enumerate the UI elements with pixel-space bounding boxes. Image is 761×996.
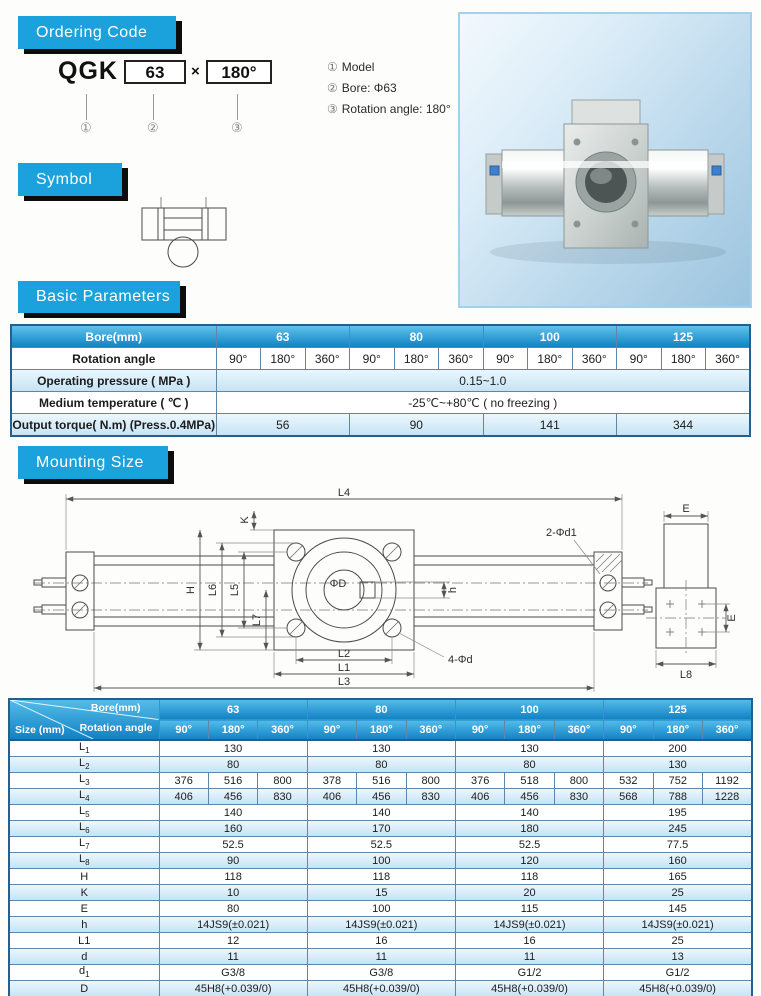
value-cell: 100	[307, 853, 455, 869]
value-cell: 518	[505, 773, 554, 789]
mounting-dimension-drawing	[8, 486, 753, 696]
bore-header-cell: 100	[483, 325, 617, 348]
value-cell: 80	[159, 901, 307, 917]
value-cell: 376	[159, 773, 208, 789]
value-cell: 532	[604, 773, 653, 789]
value-cell: 141	[483, 414, 617, 437]
row-label: $d_1$	[9, 965, 159, 981]
row-label: $L_3$	[9, 773, 159, 789]
value-cell: 14JS9(±0.021)	[604, 917, 752, 933]
dim-label-h: h	[447, 586, 459, 594]
value-cell: 406	[455, 789, 504, 805]
value-cell: 11	[455, 949, 603, 965]
value-cell: 77.5	[604, 837, 752, 853]
mounting-table-row	[9, 901, 752, 917]
row-label: $L_2$	[9, 757, 159, 773]
value-cell: 90°	[216, 348, 261, 370]
basic-parameters-table	[10, 324, 751, 437]
basic-table-row	[11, 414, 750, 437]
value-cell: 165	[604, 869, 752, 885]
value-cell: 195	[604, 805, 752, 821]
value-cell: 378	[307, 773, 356, 789]
value-cell: 800	[406, 773, 455, 789]
value-cell: 180°	[394, 348, 439, 370]
value-cell: 25	[604, 885, 752, 901]
value-cell: 14JS9(±0.021)	[307, 917, 455, 933]
header-row-bore	[9, 699, 752, 720]
value-cell: 45H8(+0.039/0)	[604, 981, 752, 996]
value-cell: 16	[455, 933, 603, 949]
mounting-table-row	[9, 757, 752, 773]
dim-label-phiD: ΦD	[329, 578, 347, 590]
row-label: E	[9, 901, 159, 917]
callout-line-1	[86, 94, 87, 120]
value-cell: 120	[455, 853, 603, 869]
value-cell: 130	[604, 757, 752, 773]
mounting-table-row	[9, 821, 752, 837]
angle-header-cell: 90°	[307, 720, 356, 741]
value-cell: 180	[455, 821, 603, 837]
bore-header-cell: 80	[350, 325, 484, 348]
value-cell: 568	[604, 789, 653, 805]
value-cell: 344	[617, 414, 751, 437]
value-cell: 11	[159, 949, 307, 965]
value-cell: 456	[208, 789, 257, 805]
basic-table-body	[11, 348, 750, 437]
bore-header-cell: 63	[159, 699, 307, 720]
mounting-table-row	[9, 885, 752, 901]
value-cell: 180°	[661, 348, 706, 370]
value-cell: 118	[455, 869, 603, 885]
dim-label-L1: L1	[337, 662, 351, 674]
basic-table-row	[11, 370, 750, 392]
mounting-table-row	[9, 740, 752, 757]
mounting-table-row	[9, 789, 752, 805]
value-cell: 118	[307, 869, 455, 885]
dim-label-L7: L7	[251, 613, 263, 627]
value-cell: G1/2	[455, 965, 603, 981]
callout-line-2	[153, 94, 154, 120]
value-cell: 245	[604, 821, 752, 837]
value-cell: 140	[159, 805, 307, 821]
value-cell: 90°	[617, 348, 662, 370]
row-label: $L_5$	[9, 805, 159, 821]
row-label: Medium temperature ( ℃ )	[11, 392, 216, 414]
value-cell: 406	[159, 789, 208, 805]
value-cell: 13	[604, 949, 752, 965]
dim-label-H: H	[185, 586, 197, 594]
legend-item-angle	[327, 99, 451, 120]
dim-label-L5: L5	[229, 583, 241, 597]
product-photo	[458, 12, 752, 308]
callout-label-2-phi-d1: 2-Φd1	[546, 527, 577, 539]
callout-num-1: ①	[80, 120, 92, 135]
mounting-table-row	[9, 773, 752, 789]
row-label: Output torque( N.m) (Press.0.4MPa)	[11, 414, 216, 437]
row-label: L1	[9, 933, 159, 949]
callout-num-3: ③	[231, 120, 243, 135]
row-label: $L_6$	[9, 821, 159, 837]
dim-label-L4: L4	[337, 487, 351, 499]
value-cell: 830	[258, 789, 307, 805]
value-cell: 11	[307, 949, 455, 965]
value-cell: 1228	[702, 789, 752, 805]
value-cell: 52.5	[307, 837, 455, 853]
value-cell: 56	[216, 414, 350, 437]
mounting-table-row	[9, 949, 752, 965]
section-title-basic-parameters: Basic Parameters	[18, 281, 180, 313]
legend-num-2: ②	[327, 81, 338, 95]
value-cell: 140	[455, 805, 603, 821]
value-cell: 14JS9(±0.021)	[159, 917, 307, 933]
row-label: $L_7$	[9, 837, 159, 853]
legend-text-3: Rotation angle: 180°	[341, 102, 451, 116]
corner-header-cell	[9, 699, 159, 740]
dim-label-E-top: E	[682, 503, 690, 515]
value-cell: 788	[653, 789, 702, 805]
angle-header-cell: 360°	[258, 720, 307, 741]
angle-header-cell: 90°	[159, 720, 208, 741]
value-cell: 140	[307, 805, 455, 821]
callout-line-3	[237, 94, 238, 120]
callout-num-2: ②	[147, 120, 159, 135]
ordering-model-text: QGK	[58, 57, 118, 85]
mounting-table-row	[9, 981, 752, 996]
section-title-ordering-code: Ordering Code	[18, 16, 176, 49]
value-cell: G3/8	[307, 965, 455, 981]
dim-label-L2: L2	[337, 648, 351, 660]
legend-item-model	[327, 57, 451, 78]
value-cell: 45H8(+0.039/0)	[159, 981, 307, 996]
mounting-table-row	[9, 869, 752, 885]
value-cell: 456	[357, 789, 406, 805]
basic-table-row	[11, 392, 750, 414]
value-cell: 170	[307, 821, 455, 837]
legend-text-2: Bore: Φ63	[341, 81, 397, 95]
value-cell: 12	[159, 933, 307, 949]
row-label: d	[9, 949, 159, 965]
mounting-table-row	[9, 853, 752, 869]
value-cell: 15	[307, 885, 455, 901]
value-cell: 25	[604, 933, 752, 949]
angle-header-cell: 360°	[702, 720, 752, 741]
row-label: $L_1$	[9, 740, 159, 757]
mounting-table-row	[9, 933, 752, 949]
row-label: K	[9, 885, 159, 901]
dim-label-K: K	[239, 516, 251, 524]
angle-header-cell: 360°	[554, 720, 603, 741]
value-cell: 360°	[706, 348, 751, 370]
value-cell: 90	[159, 853, 307, 869]
value-cell: 118	[159, 869, 307, 885]
legend-text-1: Model	[341, 60, 375, 74]
row-label: $L_8$	[9, 853, 159, 869]
value-cell: 80	[307, 757, 455, 773]
mounting-size-table	[8, 698, 753, 996]
value-cell: 830	[406, 789, 455, 805]
angle-header-cell: 360°	[406, 720, 455, 741]
value-cell: 800	[258, 773, 307, 789]
value-cell: 376	[455, 773, 504, 789]
value-cell: 516	[208, 773, 257, 789]
value-cell: 145	[604, 901, 752, 917]
value-cell: 360°	[439, 348, 484, 370]
mounting-table-row	[9, 965, 752, 981]
corner-size-label: Size (mm)	[15, 724, 65, 736]
mounting-table-head	[9, 699, 752, 740]
value-cell: 14JS9(±0.021)	[455, 917, 603, 933]
rotary-cylinder-photo-art	[460, 14, 750, 306]
value-cell: 752	[653, 773, 702, 789]
value-cell: 160	[604, 853, 752, 869]
mounting-table-body	[9, 740, 752, 996]
bore-header-cell: 125	[604, 699, 752, 720]
value-cell: 45H8(+0.039/0)	[455, 981, 603, 996]
angle-header-cell: 90°	[604, 720, 653, 741]
value-cell: 456	[505, 789, 554, 805]
value-cell: 45H8(+0.039/0)	[307, 981, 455, 996]
basic-table-head	[11, 325, 750, 348]
bore-header-cell: 125	[617, 325, 751, 348]
mounting-table-row	[9, 917, 752, 933]
value-cell: 200	[604, 740, 752, 757]
value-cell: 52.5	[455, 837, 603, 853]
dim-label-E-side: E	[726, 614, 738, 622]
angle-header-cell: 90°	[455, 720, 504, 741]
ordering-legend	[327, 57, 451, 120]
dim-label-L8: L8	[679, 669, 693, 681]
row-label: $L_4$	[9, 789, 159, 805]
value-cell: G3/8	[159, 965, 307, 981]
value-cell: 80	[159, 757, 307, 773]
value-cell: 130	[159, 740, 307, 757]
callout-label-4-phi-d: 4-Φd	[448, 654, 473, 666]
value-cell: 180°	[261, 348, 306, 370]
row-label: Rotation angle	[11, 348, 216, 370]
value-cell: G1/2	[604, 965, 752, 981]
angle-header-cell: 180°	[357, 720, 406, 741]
dim-label-L3: L3	[337, 676, 351, 688]
dim-label-L6: L6	[207, 583, 219, 597]
value-cell: 180°	[528, 348, 573, 370]
header-row	[11, 325, 750, 348]
value-cell: 0.15~1.0	[216, 370, 750, 392]
row-label: Operating pressure ( MPa )	[11, 370, 216, 392]
section-title-symbol: Symbol	[18, 163, 122, 196]
row-label: H	[9, 869, 159, 885]
pneumatic-symbol-drawing	[128, 192, 244, 276]
bore-header-cell: 80	[307, 699, 455, 720]
value-cell: 100	[307, 901, 455, 917]
corner-bore-label: Bore(mm)	[90, 702, 141, 714]
value-cell: 20	[455, 885, 603, 901]
value-cell: 130	[307, 740, 455, 757]
value-cell: 80	[455, 757, 603, 773]
angle-header-cell: 180°	[505, 720, 554, 741]
ordering-angle-box: 180°	[206, 60, 272, 84]
bore-header-cell: 100	[455, 699, 603, 720]
basic-table-row	[11, 348, 750, 370]
angle-header-cell: 180°	[653, 720, 702, 741]
value-cell: -25℃~+80℃ ( no freezing )	[216, 392, 750, 414]
value-cell: 90	[350, 414, 484, 437]
ordering-times-sign: ×	[191, 63, 200, 80]
section-title-mounting-size: Mounting Size	[18, 446, 168, 479]
value-cell: 90°	[350, 348, 395, 370]
legend-item-bore	[327, 78, 451, 99]
value-cell: 360°	[305, 348, 350, 370]
bore-header-cell: 63	[216, 325, 350, 348]
row-label: h	[9, 917, 159, 933]
value-cell: 360°	[572, 348, 617, 370]
value-cell: 160	[159, 821, 307, 837]
legend-num-3: ③	[327, 102, 338, 116]
value-cell: 52.5	[159, 837, 307, 853]
bore-label-cell: Bore(mm)	[11, 325, 216, 348]
value-cell: 115	[455, 901, 603, 917]
value-cell: 1192	[702, 773, 752, 789]
ordering-bore-box: 63	[124, 60, 186, 84]
mounting-table-row	[9, 805, 752, 821]
mounting-table-row	[9, 837, 752, 853]
legend-num-1: ①	[327, 60, 338, 74]
value-cell: 130	[455, 740, 603, 757]
value-cell: 16	[307, 933, 455, 949]
corner-rotation-label: Rotation angle	[79, 722, 153, 734]
row-label: D	[9, 981, 159, 996]
value-cell: 10	[159, 885, 307, 901]
angle-header-cell: 180°	[208, 720, 257, 741]
value-cell: 830	[554, 789, 603, 805]
value-cell: 90°	[483, 348, 528, 370]
value-cell: 800	[554, 773, 603, 789]
value-cell: 516	[357, 773, 406, 789]
value-cell: 406	[307, 789, 356, 805]
